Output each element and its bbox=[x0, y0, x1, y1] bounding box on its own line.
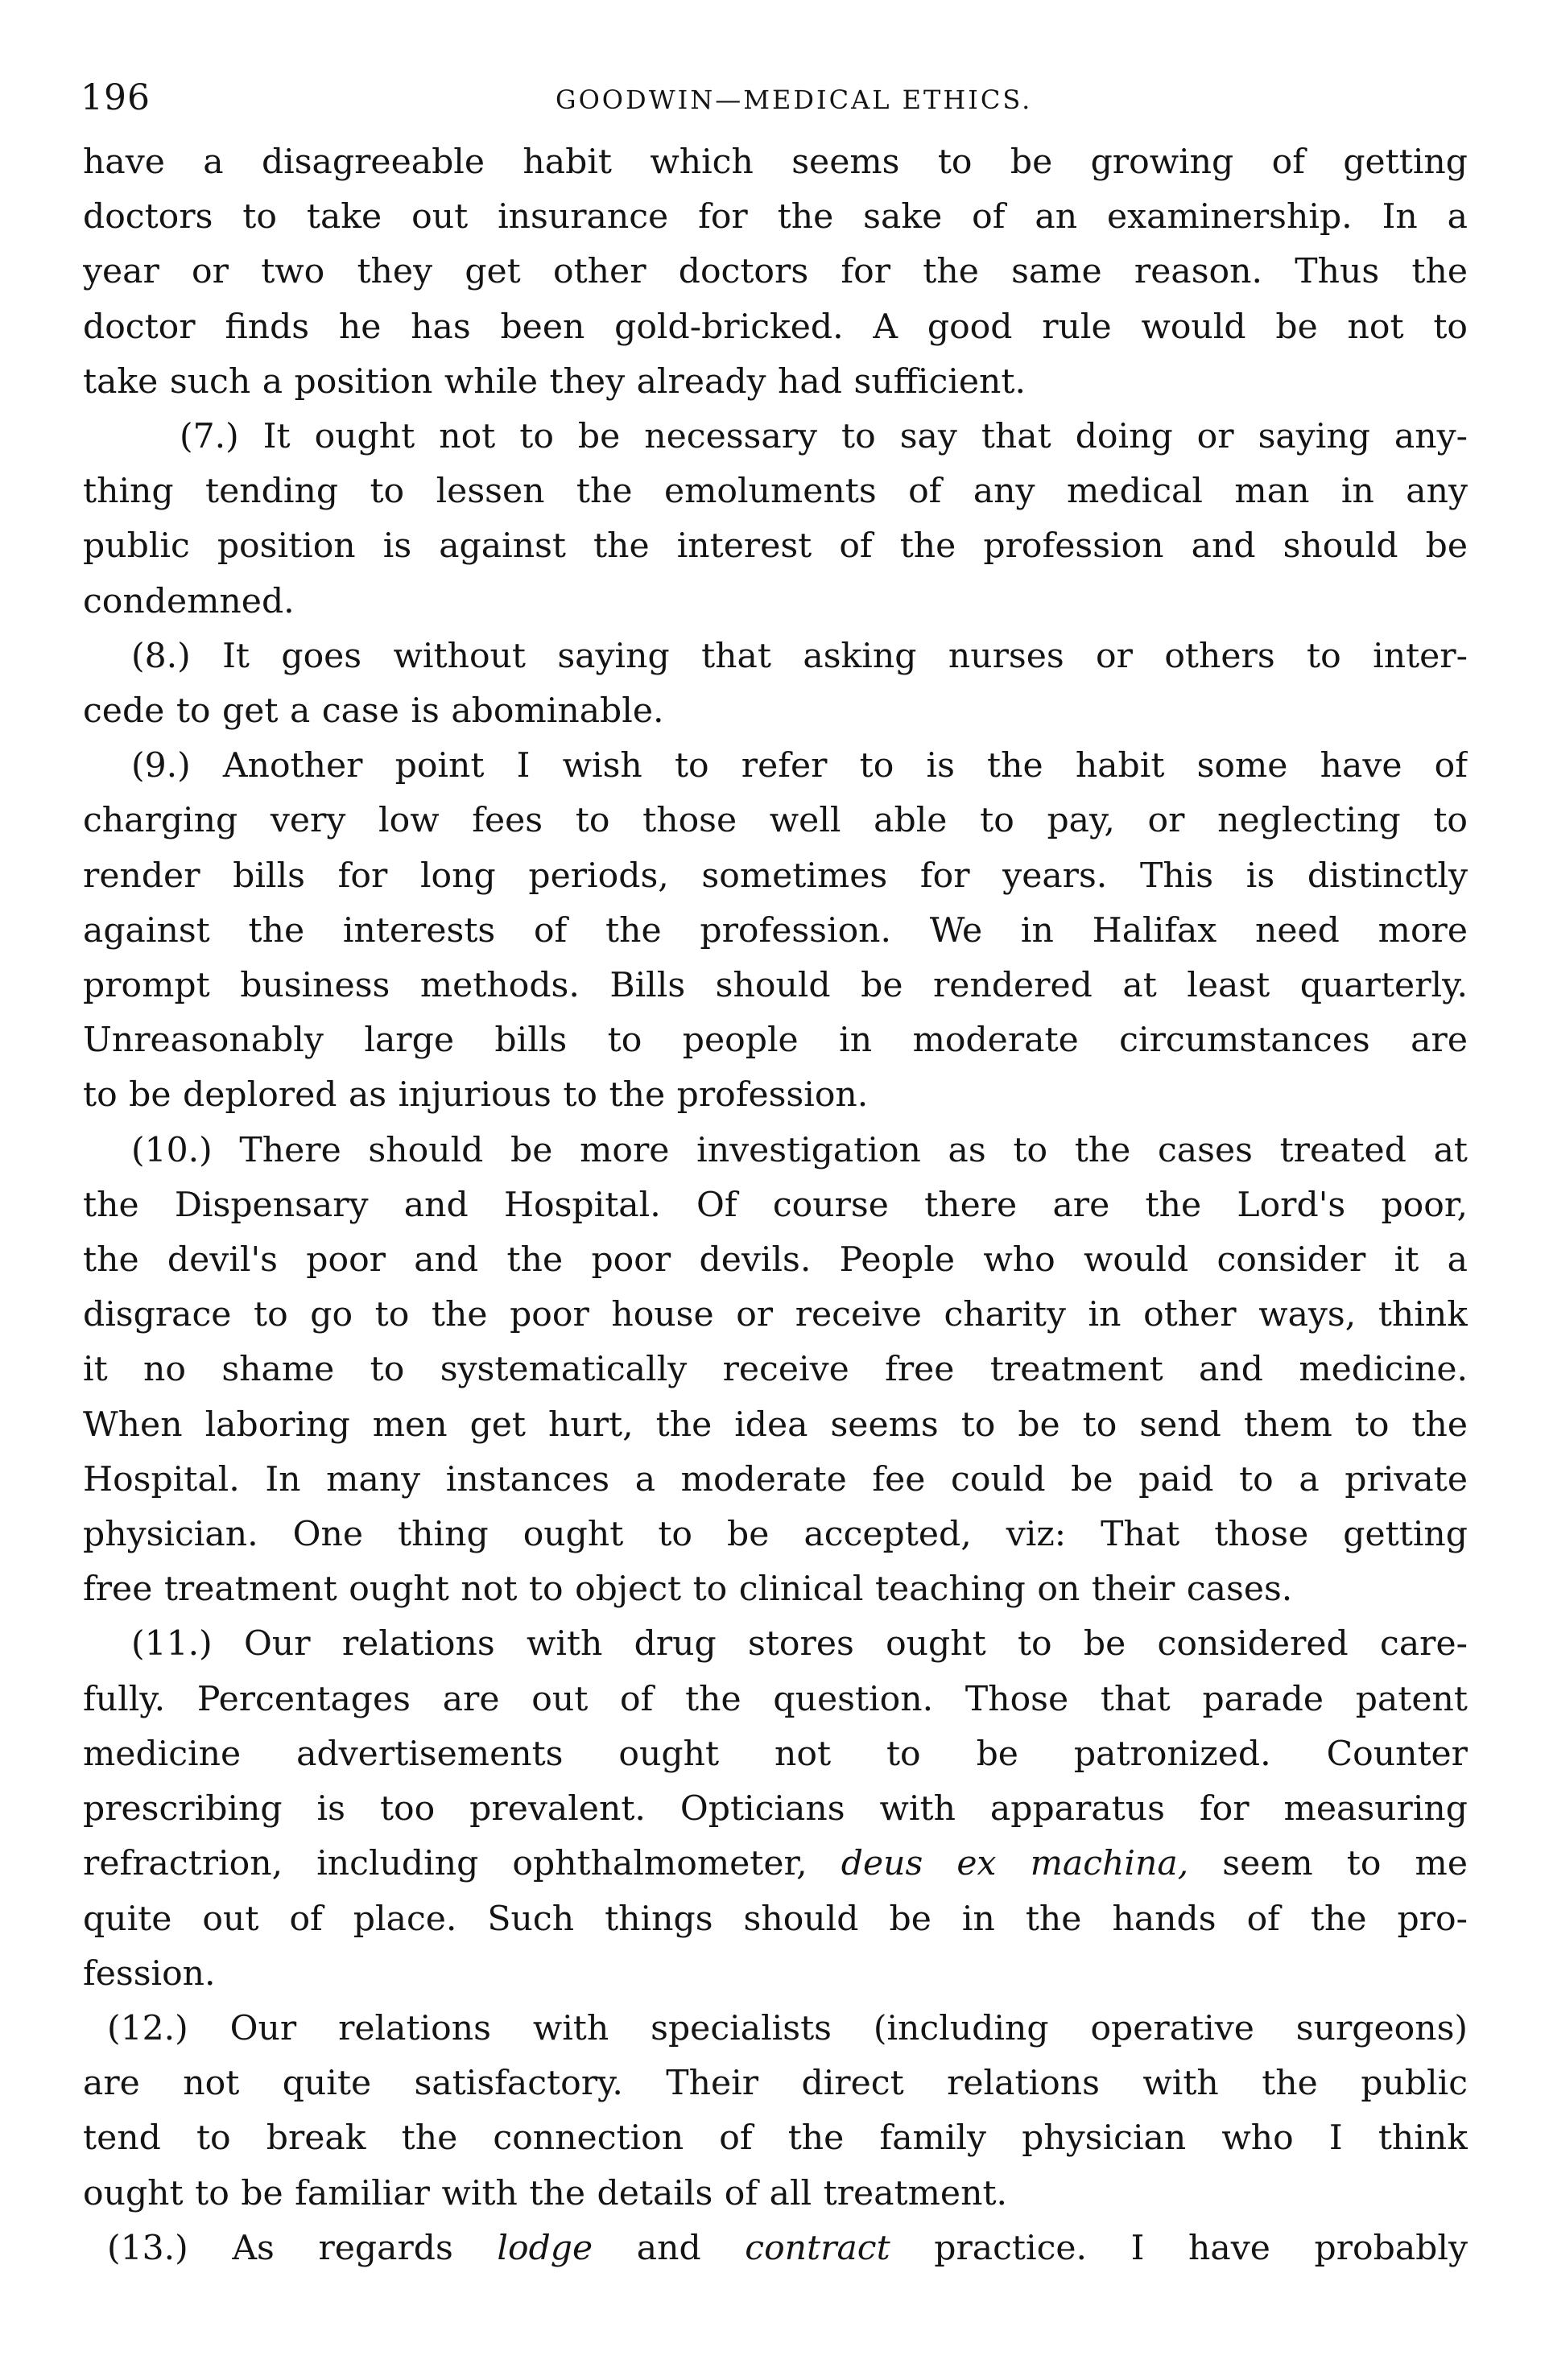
text-line: ought to be familiar with the details of all treatment. bbox=[83, 2173, 1008, 2213]
text-line: render bills for long periods, sometimes for years. This is distinctly bbox=[83, 856, 1468, 896]
text-segment: (13.) As regards bbox=[107, 2228, 498, 2268]
paragraph-7 bbox=[83, 410, 1468, 629]
paragraph-13 bbox=[83, 2221, 1468, 2276]
italic-word-lodge: lodge bbox=[497, 2228, 593, 2268]
text-line: doctors to take out insurance for the sake of an examinership. In a bbox=[83, 197, 1468, 237]
text-line: (10.) There should be more investigation as to the cases treated at bbox=[131, 1130, 1468, 1170]
text-line: prescribing is too prevalent. Opticians with apparatus for measuring bbox=[83, 1789, 1468, 1829]
text-line: Unreasonably large bills to people in moderate circumstances are bbox=[83, 1021, 1468, 1061]
page-number: 196 bbox=[81, 77, 151, 118]
running-head: GOODWIN—MEDICAL ETHICS. bbox=[556, 85, 1033, 115]
text-line: thing tending to lessen the emoluments of any medical man in any bbox=[83, 472, 1468, 512]
text-line: quite out of place. Such things should be in the hands of the pro- bbox=[83, 1899, 1468, 1939]
text-line: take such a position while they already had sufficient. bbox=[83, 361, 1026, 402]
text-line: cede to get a case is abominable. bbox=[83, 691, 664, 732]
page-header bbox=[81, 74, 1465, 122]
text-segment: and bbox=[593, 2228, 746, 2268]
text-line: charging very low fees to those well able to pay, or neglecting to bbox=[83, 801, 1468, 841]
italic-phrase-deus-ex-machina: deus ex machina, bbox=[841, 1844, 1189, 1884]
text-line: doctor finds he has been gold-bricked. A good rule would be not to bbox=[83, 307, 1468, 347]
text-line: physician. One thing ought to be accepted, viz: That those getting bbox=[83, 1515, 1468, 1555]
text-line: it no shame to systematically receive free treatment and medicine. bbox=[83, 1350, 1468, 1390]
paragraph-10 bbox=[83, 1124, 1468, 1618]
text-line: tend to break the connection of the family physician who I think bbox=[83, 2118, 1468, 2159]
paragraph-12 bbox=[83, 2002, 1468, 2221]
text-line: free treatment ought not to object to clinical teaching on their cases. bbox=[83, 1569, 1293, 1610]
text-line: against the interests of the profession. We in Halifax need more bbox=[83, 910, 1468, 951]
text-line: disgrace to go to the poor house or receive charity in other ways, think bbox=[83, 1295, 1468, 1335]
text-line: When laboring men get hurt, the idea seems to be to send them to the bbox=[83, 1404, 1468, 1445]
text-line: (8.) It goes without saying that asking nurses or others to inter- bbox=[131, 636, 1468, 676]
text-line: (7.) It ought not to be necessary to say that doing or saying any- bbox=[180, 417, 1468, 457]
text-line: (12.) Our relations with specialists (including operative surgeons) bbox=[107, 2008, 1468, 2048]
text-line: fession. bbox=[83, 1953, 216, 1994]
text-line: medicine advertisements ought not to be patronized. Counter bbox=[83, 1734, 1468, 1774]
text-line: (11.) Our relations with drug stores ought to be considered care- bbox=[131, 1624, 1468, 1664]
text-line: the Dispensary and Hospital. Of course there are the Lord's poor, bbox=[83, 1185, 1468, 1225]
text-line: (9.) Another point I wish to refer to is the habit some have of bbox=[131, 746, 1468, 786]
paragraph-11 bbox=[83, 1617, 1468, 2001]
text-line: are not quite satisfactory. Their direct relations with the public bbox=[83, 2064, 1468, 2104]
text-segment: seem to me bbox=[1188, 1844, 1468, 1884]
text-segment: refractrion, including ophthalmometer, bbox=[83, 1844, 841, 1884]
text-line: fully. Percentages are out of the question. Those that parade patent bbox=[83, 1679, 1468, 1719]
text-line: have a disagreeable habit which seems to be growing of getting bbox=[83, 142, 1468, 182]
text-line: condemned. bbox=[83, 581, 295, 621]
text-line-with-italic bbox=[83, 1837, 1468, 1891]
text-segment: practice. I have probably bbox=[890, 2228, 1468, 2268]
text-line: prompt business methods. Bills should be rendered at least quarterly. bbox=[83, 966, 1468, 1006]
italic-word-contract: contract bbox=[745, 2228, 890, 2268]
text-line: Hospital. In many instances a moderate fee could be paid to a private bbox=[83, 1459, 1468, 1499]
paragraph-9 bbox=[83, 739, 1468, 1123]
text-line: year or two they get other doctors for the same reason. Thus the bbox=[83, 252, 1468, 292]
text-line-with-italic bbox=[83, 2221, 1468, 2276]
text-line: the devil's poor and the poor devils. People who would consider it a bbox=[83, 1240, 1468, 1281]
paragraph-continued bbox=[83, 135, 1468, 410]
body-text bbox=[83, 135, 1468, 2276]
paragraph-8 bbox=[83, 629, 1468, 739]
text-line: to be deplored as injurious to the profession. bbox=[83, 1075, 869, 1116]
text-line: public position is against the interest of the profession and should be bbox=[83, 526, 1468, 567]
